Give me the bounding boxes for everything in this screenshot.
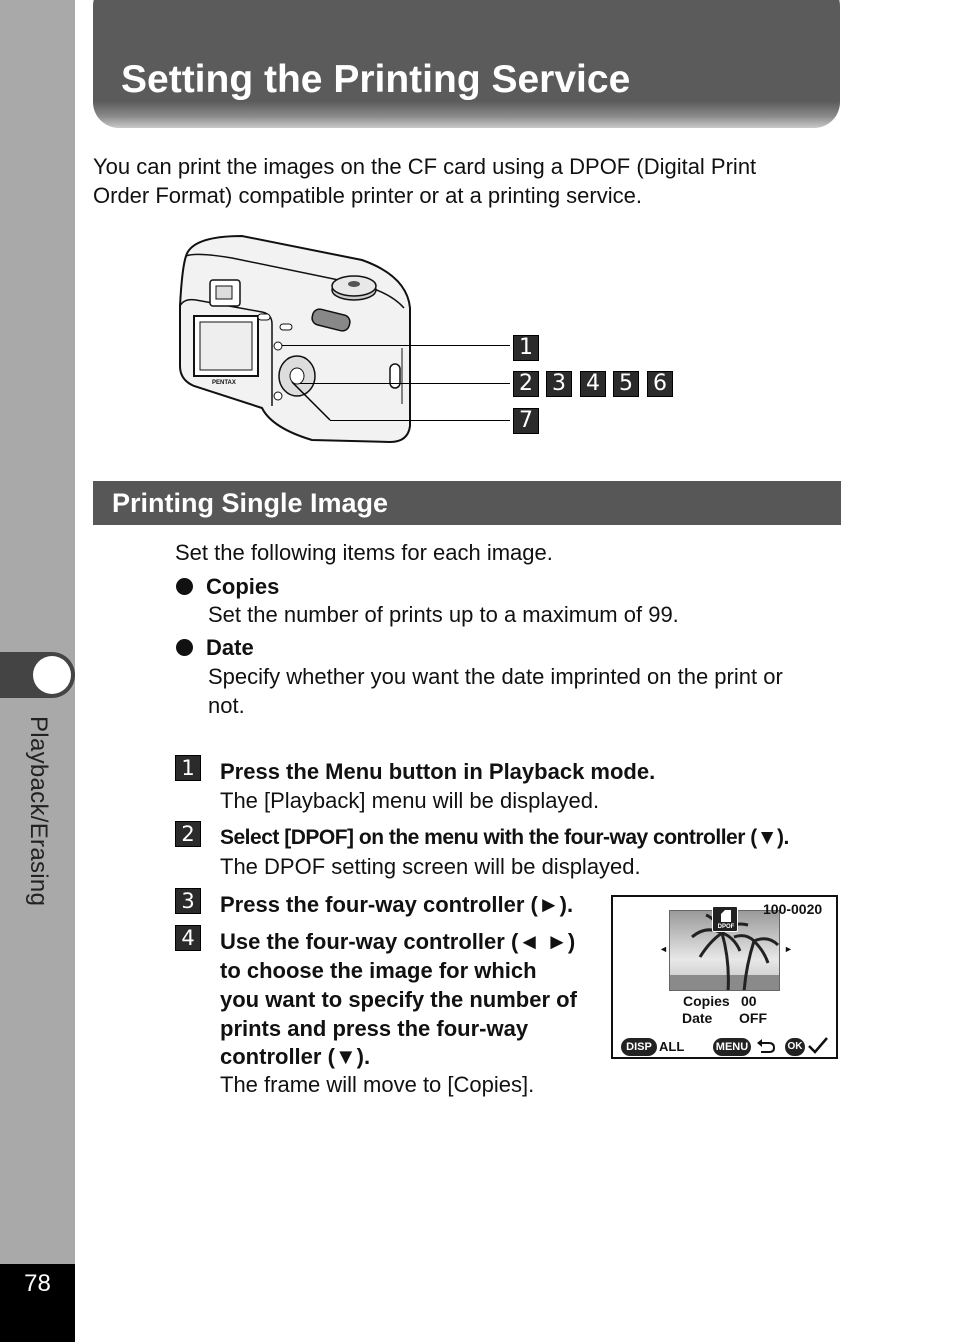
lcd-right-arrow-icon: ►: [784, 944, 793, 954]
step-4-desc: The frame will move to [Copies].: [220, 1072, 535, 1097]
lcd-menu-button: MENU: [713, 1038, 751, 1056]
step-4-title-3: you want to specify the number of: [220, 987, 577, 1012]
leader-line-1: [282, 345, 510, 346]
chapter-tab-marker: [33, 656, 71, 694]
item-copies-desc: Set the number of prints up to a maximum of 99.: [208, 602, 679, 627]
section-title: Printing Single Image: [112, 488, 389, 518]
body-lead: Set the following items for each image.: [175, 540, 553, 565]
item-copies-label: Copies: [206, 574, 280, 599]
lcd-disp-button: DISP: [621, 1038, 657, 1056]
step-4-title-2: to choose the image for which: [220, 958, 537, 983]
callout-5: 5: [613, 371, 639, 397]
item-date-label: Date: [206, 635, 254, 660]
step-2-title: Select [DPOF] on the menu with the four-way controller (▼).: [220, 826, 789, 849]
step-4-title-5: controller (▼).: [220, 1044, 371, 1069]
callout-6: 6: [647, 371, 673, 397]
lcd-all-label: ALL: [659, 1039, 685, 1054]
step-2-number: 2: [175, 821, 201, 847]
intro-line-2: Order Format) compatible printer or at a printing service.: [93, 183, 642, 208]
item-date-desc-1: Specify whether you want the date imprinted on the print or: [208, 664, 783, 689]
checkmark-icon: [807, 1036, 829, 1056]
step-4-title-1: Use the four-way controller (◄ ►): [220, 929, 576, 954]
leader-line-7-diagonal: [290, 380, 340, 424]
intro-line-1: You can print the images on the CF card using a DPOF (Digital Print: [93, 154, 757, 179]
dpof-lcd-screen: [611, 895, 838, 1059]
callout-4: 4: [580, 371, 606, 397]
lcd-left-arrow-icon: ◄: [659, 944, 668, 954]
lcd-date-value: OFF: [739, 1010, 767, 1026]
callout-1: 1: [513, 335, 539, 361]
lcd-date-label: Date: [682, 1010, 713, 1026]
step-1-number: 1: [175, 755, 201, 781]
bullet-copies: [176, 578, 193, 595]
lcd-ok-button: OK: [785, 1038, 805, 1056]
bullet-date: [176, 639, 193, 656]
callout-3: 3: [546, 371, 572, 397]
callout-2: 2: [513, 371, 539, 397]
lcd-file-number: 100-0020: [763, 901, 823, 917]
item-date-desc-2: not.: [208, 693, 245, 718]
callout-7: 7: [513, 408, 539, 434]
dpof-badge-text: DPOF: [717, 924, 735, 930]
step-2-desc: The DPOF setting screen will be displayed.: [220, 854, 641, 879]
return-arrow-icon: [755, 1037, 777, 1057]
page-number: 78: [24, 1270, 51, 1297]
lcd-copies-value: 00: [741, 993, 757, 1009]
step-3-number: 3: [175, 888, 201, 914]
lcd-copies-label: Copies: [683, 993, 730, 1009]
step-3-title: Press the four-way controller (►).: [220, 892, 574, 917]
camera-brand-text: PENTAX: [212, 380, 236, 386]
printer-icon: [713, 907, 739, 925]
step-4-title-4: prints and press the four-way: [220, 1016, 529, 1041]
step-4-number: 4: [175, 925, 201, 951]
intro-paragraph: [93, 152, 833, 210]
step-1-title: Press the Menu button in Playback mode.: [220, 759, 656, 784]
page-title: Setting the Printing Service: [121, 58, 631, 101]
leader-line-7: [330, 420, 510, 421]
step-1-desc: The [Playback] menu will be displayed.: [220, 788, 600, 813]
chapter-label: Playback/Erasing: [25, 716, 52, 907]
dpof-icon: [712, 906, 738, 932]
